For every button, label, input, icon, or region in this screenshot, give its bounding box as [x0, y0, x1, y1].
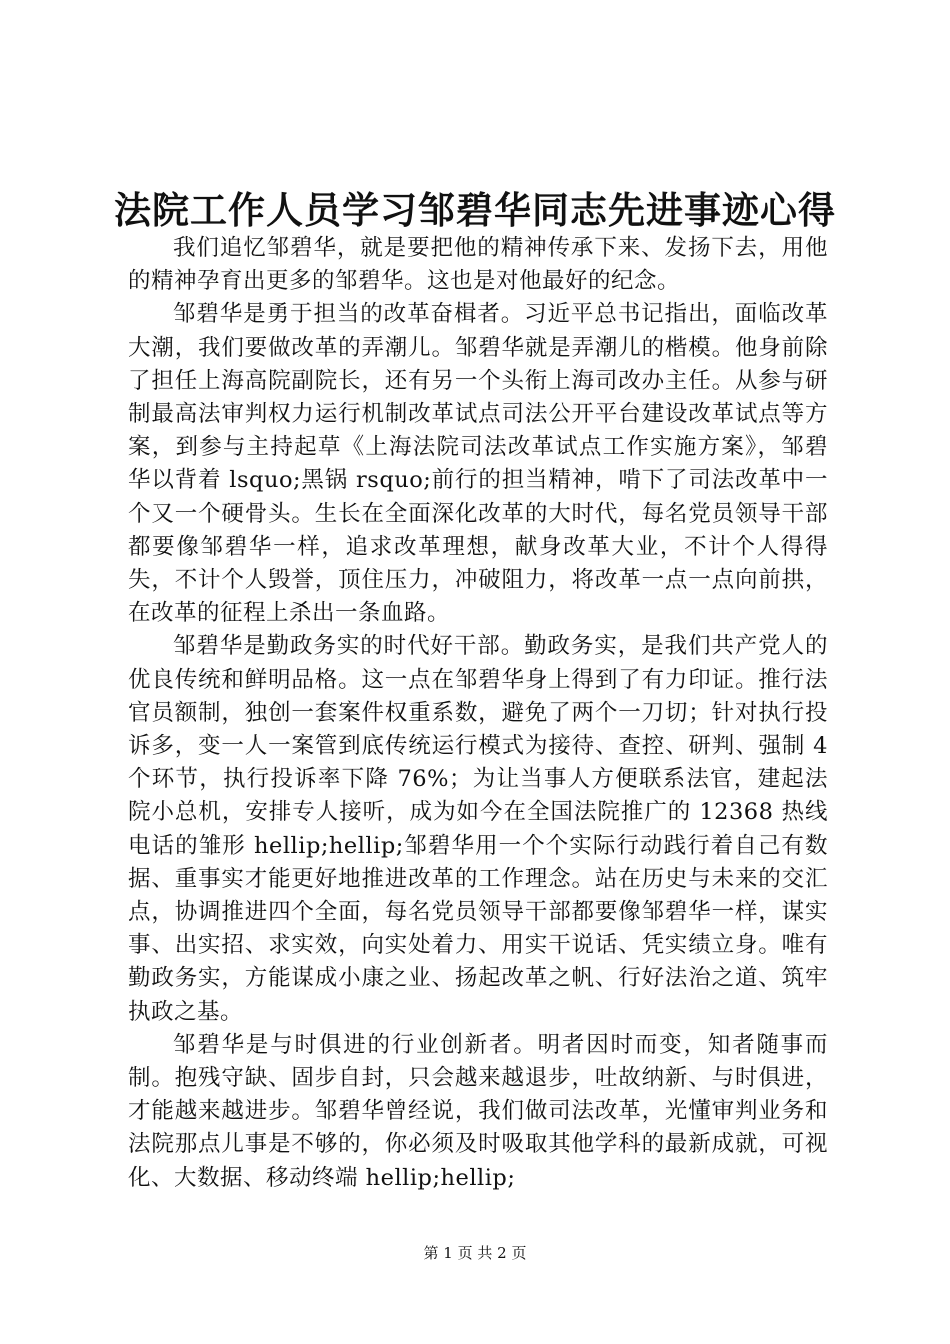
paragraph-diligence: 邹碧华是勤政务实的时代好干部。勤政务实，是我们共产党人的优良传统和鲜明品格。这一点在邹碧华身上得到了有力印证。推行法官员额制，独创一套案件权重系数，避免了两个一刀切；针对执行投诉多，变一人一案管到底传统运行模式为接待、查控、研判、强制 4 个环节，执行投诉率下降 76%；为让当事人方便联系法官，建起法院小总机，安排专人接听，成为如今在全国法院推广的 12368 热线电话的雏形 hellip;hellip;邹碧华用一个个实际行动践行着自己有数据、重事实才能更好地推进改革的工作理念。站在历史与未来的交汇点，协调推进四个全面，每名党员领导干部都要像邹碧华一样，谋实事、出实招、求实效，向实处着力、用实干说话、凭实绩立身。唯有勤政务实，方能谋成小康之业、扬起改革之帆、行好法治之道、筑牢执政之基。: [128, 633, 828, 1025]
document-title: 法院工作人员学习邹碧华同志先进事迹心得: [114, 188, 836, 232]
paragraph-reform: 邹碧华是勇于担当的改革奋楫者。习近平总书记指出，面临改革大潮，我们要做改革的弄潮儿。邹碧华就是弄潮儿的楷模。他身前除了担任上海高院副院长，还有另一个头衔上海司改办主任。从参与研制最高法审判权力运行机制改革试点司法公开平台建设改革试点等方案，到参与主持起草《上海法院司法改革试点工作实施方案》，邹碧华以背着 lsquo;黑锅 rsquo;前行的担当精神，啃下了司法改革中一个又一个硬骨头。生长在全面深化改革的大时代，每名党员领导干部都要像邹碧华一样，追求改革理想，献身改革大业，不计个人得得失，不计个人毁誉，顶住压力，冲破阻力，将改革一点一点向前拱，在改革的征程上杀出一条血路。: [128, 301, 828, 627]
paragraph-intro: 我们追忆邹碧华，就是要把他的精神传承下来、发扬下去，用他的精神孕育出更多的邹碧华。这也是对他最好的纪念。: [128, 235, 828, 295]
paragraph-innovation: 邹碧华是与时俱进的行业创新者。明者因时而变，知者随事而制。抱残守缺、固步自封，只会越来越退步，吐故纳新、与时俱进，才能越来越进步。邹碧华曾经说，我们做司法改革，光懂审判业务和法院那点儿事是不够的，你必须及时吸取其他学科的最新成就，可视化、大数据、移动终端 hellip;hellip;: [128, 1031, 828, 1191]
page-footer: 第 1 页 共 2 页: [423, 1244, 527, 1262]
document-body: [128, 232, 828, 1195]
